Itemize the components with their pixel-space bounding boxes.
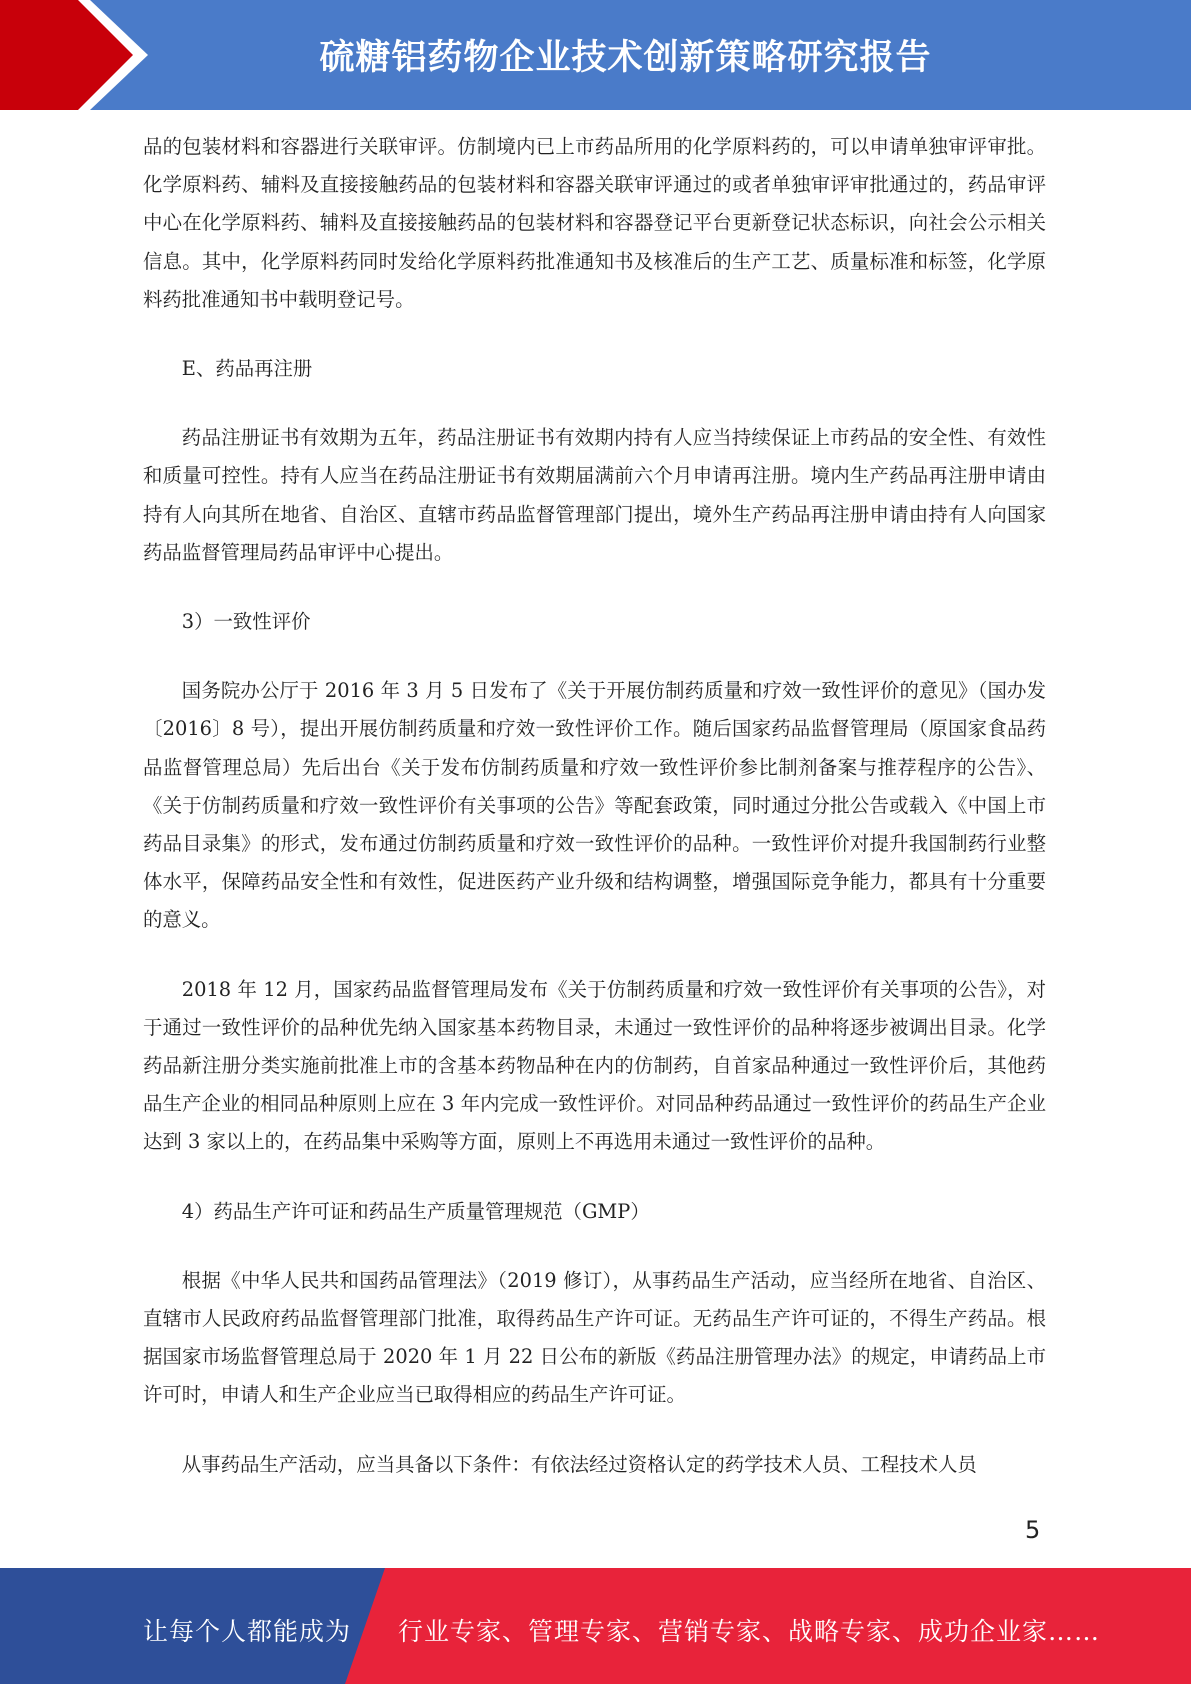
document-body: [143, 128, 1046, 1484]
paragraph: 品的包装材料和容器进行关联审评。仿制境内已上市药品所用的化学原料药的，可以申请单独审评审批。化学原料药、辅料及直接接触药品的包装材料和容器关联审评通过的或者单独审评审批通过的，药品审评中心在化学原料药、辅料及直接接触药品的包装材料和容器登记平台更新登记状态标识，向社会公示相关信息。其中，化学原料药同时发给化学原料药批准通知书及核准后的生产工艺、质量标准和标签，化学原料药批准通知书中载明登记号。: [143, 135, 1046, 311]
paragraph: 根据《中华人民共和国药品管理法》（2019 修订），从事药品生产活动，应当经所在地省、自治区、直辖市人民政府药品监督管理部门批准，取得药品生产许可证。无药品生产许可证的，不得生产药品。根据国家市场监督管理总局于 2020 年 1 月 22 日公布的新版《药品注册管理办法》的规定，申请药品上市许可时，申请人和生产企业应当已取得相应的药品生产许可证。: [143, 1268, 1046, 1407]
paragraph: 国务院办公厅于 2016 年 3 月 5 日发布了《关于开展仿制药质量和疗效一致性评价的意见》（国办发〔2016〕8 号），提出开展仿制药质量和疗效一致性评价工作。随后国家药品监督管理局（原国家食品药品监督管理总局）先后出台《关于发布仿制药质量和疗效一致性评价参比制剂备案与推荐程序的公告》、《关于仿制药质量和疗效一致性评价有关事项的公告》等配套政策，同时通过分批公告或载入《中国上市药品目录集》的形式，发布通过仿制药质量和疗效一致性评价的品种。一致性评价对提升我国制药行业整体水平，保障药品安全性和有效性，促进医药产业升级和结构调整，增强国际竞争能力，都具有十分重要的意义。: [143, 679, 1046, 932]
page-number: 5: [1025, 1516, 1041, 1544]
footer-slogan-right: 行业专家、管理专家、营销专家、战略专家、成功企业家……: [398, 1617, 1101, 1646]
section-heading: 4）药品生产许可证和药品生产质量管理规范（GMP）: [181, 1199, 650, 1223]
header-arrow-decoration: [0, 0, 160, 110]
paragraph: 从事药品生产活动，应当具备以下条件：有依法经过资格认定的药学技术人员、工程技术人员: [181, 1452, 977, 1476]
paragraph: 药品注册证书有效期为五年，药品注册证书有效期内持有人应当持续保证上市药品的安全性、有效性和质量可控性。持有人应当在药品注册证书有效期届满前六个月申请再注册。境内生产药品再注册申请由持有人向其所在地省、自治区、直辖市药品监督管理部门提出，境外生产药品再注册申请由持有人向国家药品监督管理局药品审评中心提出。: [143, 426, 1046, 564]
paragraph: 2018 年 12 月，国家药品监督管理局发布《关于仿制药质量和疗效一致性评价有关事项的公告》，对于通过一致性评价的品种优先纳入国家基本药物目录，未通过一致性评价的品种将逐步被调出目录。化学药品新注册分类实施前批准上市的含基本药物品种在内的仿制药，自首家品种通过一致性评价后，其他药品生产企业的相同品种原则上应在 3 年内完成一致性评价。对同品种药品通过一致性评价的药品生产企业达到 3 家以上的，在药品集中采购等方面，原则上不再选用未通过一致性评价的品种。: [143, 977, 1046, 1154]
report-title: 硫糖铝药物企业技术创新策略研究报告: [319, 38, 932, 78]
page-header: [0, 0, 1191, 110]
footer-slogan-left: 让每个人都能成为: [143, 1617, 352, 1646]
section-heading: 3）一致性评价: [181, 610, 311, 634]
section-heading: E、药品再注册: [181, 357, 313, 381]
